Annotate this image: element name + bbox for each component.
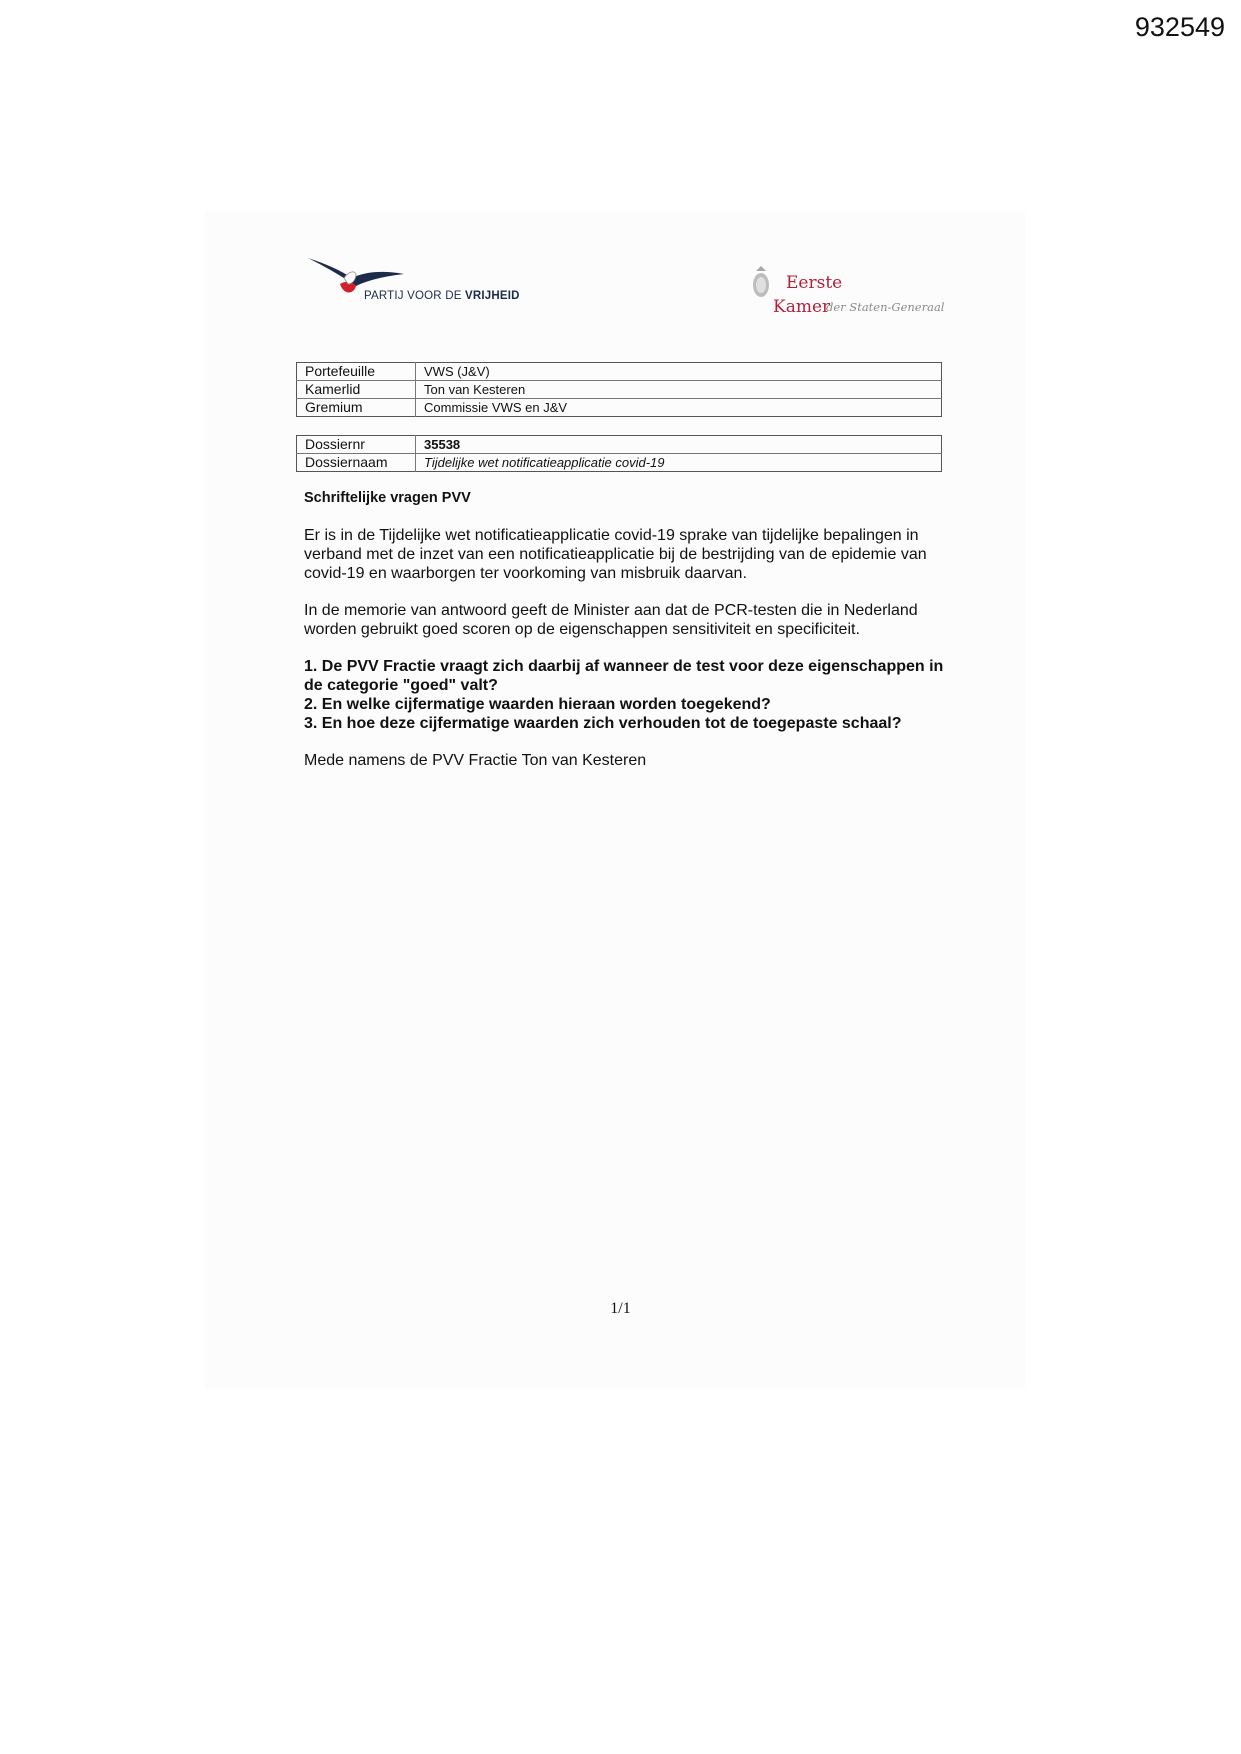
meta-value: Commissie VWS en J&V <box>416 399 942 417</box>
table-row <box>297 454 942 472</box>
question-item: 3. En hoe deze cijfermatige waarden zich verhouden tot de toegepaste schaal? <box>304 715 902 732</box>
pvv-logo-text <box>364 290 520 302</box>
meta-key: Kamerlid <box>297 381 416 399</box>
question-item: 1. De PVV Fractie vraagt zich daarbij af wanneer de test voor deze eigenschappen in de categorie "goed" valt? <box>304 658 944 694</box>
paragraph: Er is in de Tijdelijke wet notificatieapplicatie covid-19 sprake van tijdelijke bepalingen in verband met de inzet van een notificatieapplicatie bij de bestrijding van de epidemie van covid-19 en waarborgen ter voorkoming van misbruik daarvan. <box>304 527 927 582</box>
signoff: Mede namens de PVV Fractie Ton van Kesteren <box>304 752 647 769</box>
meta-key: Dossiernaam <box>297 454 416 472</box>
ek-line1: Eerste <box>786 273 843 293</box>
pvv-logo <box>306 256 536 316</box>
meta-key: Gremium <box>297 399 416 417</box>
meta-value: VWS (J&V) <box>424 364 490 379</box>
meta-value: Tijdelijke wet notificatieapplicatie covid-19 <box>416 454 942 472</box>
pvv-text-regular: PARTIJ VOOR DE <box>364 290 465 302</box>
table-row <box>297 436 942 454</box>
document-body <box>304 490 944 770</box>
meta-table-dossier <box>296 435 942 472</box>
meta-table-portefeuille <box>296 362 942 417</box>
paragraph: In de memorie van antwoord geeft de Minister aan dat de PCR-testen die in Nederland worden gebruikt goed scoren op de eigenschappen sensitiviteit en specificiteit. <box>304 602 918 638</box>
eerste-kamer-logo <box>750 265 945 325</box>
document-number: 932549 <box>1134 12 1225 42</box>
question-item: 2. En welke cijfermatige waarden hieraan worden toegekend? <box>304 696 771 713</box>
table-row <box>297 399 942 417</box>
questions-list <box>304 657 944 733</box>
table-row <box>297 381 942 399</box>
ek-line2: Kamer <box>773 297 831 317</box>
page-number: 1/1 <box>610 1300 631 1317</box>
royal-crest-logo-icon <box>750 265 772 301</box>
pvv-text-bold: VRIJHEID <box>464 290 520 302</box>
meta-value: Ton van Kesteren <box>416 381 942 399</box>
meta-value: 35538 <box>424 437 461 452</box>
document-heading: Schriftelijke vragen PVV <box>304 490 471 506</box>
table-row <box>297 363 942 381</box>
ek-line2-suffix: der Staten-Generaal <box>826 300 945 314</box>
meta-key: Dossiernr <box>297 436 416 454</box>
meta-key: Portefeuille <box>297 363 416 381</box>
